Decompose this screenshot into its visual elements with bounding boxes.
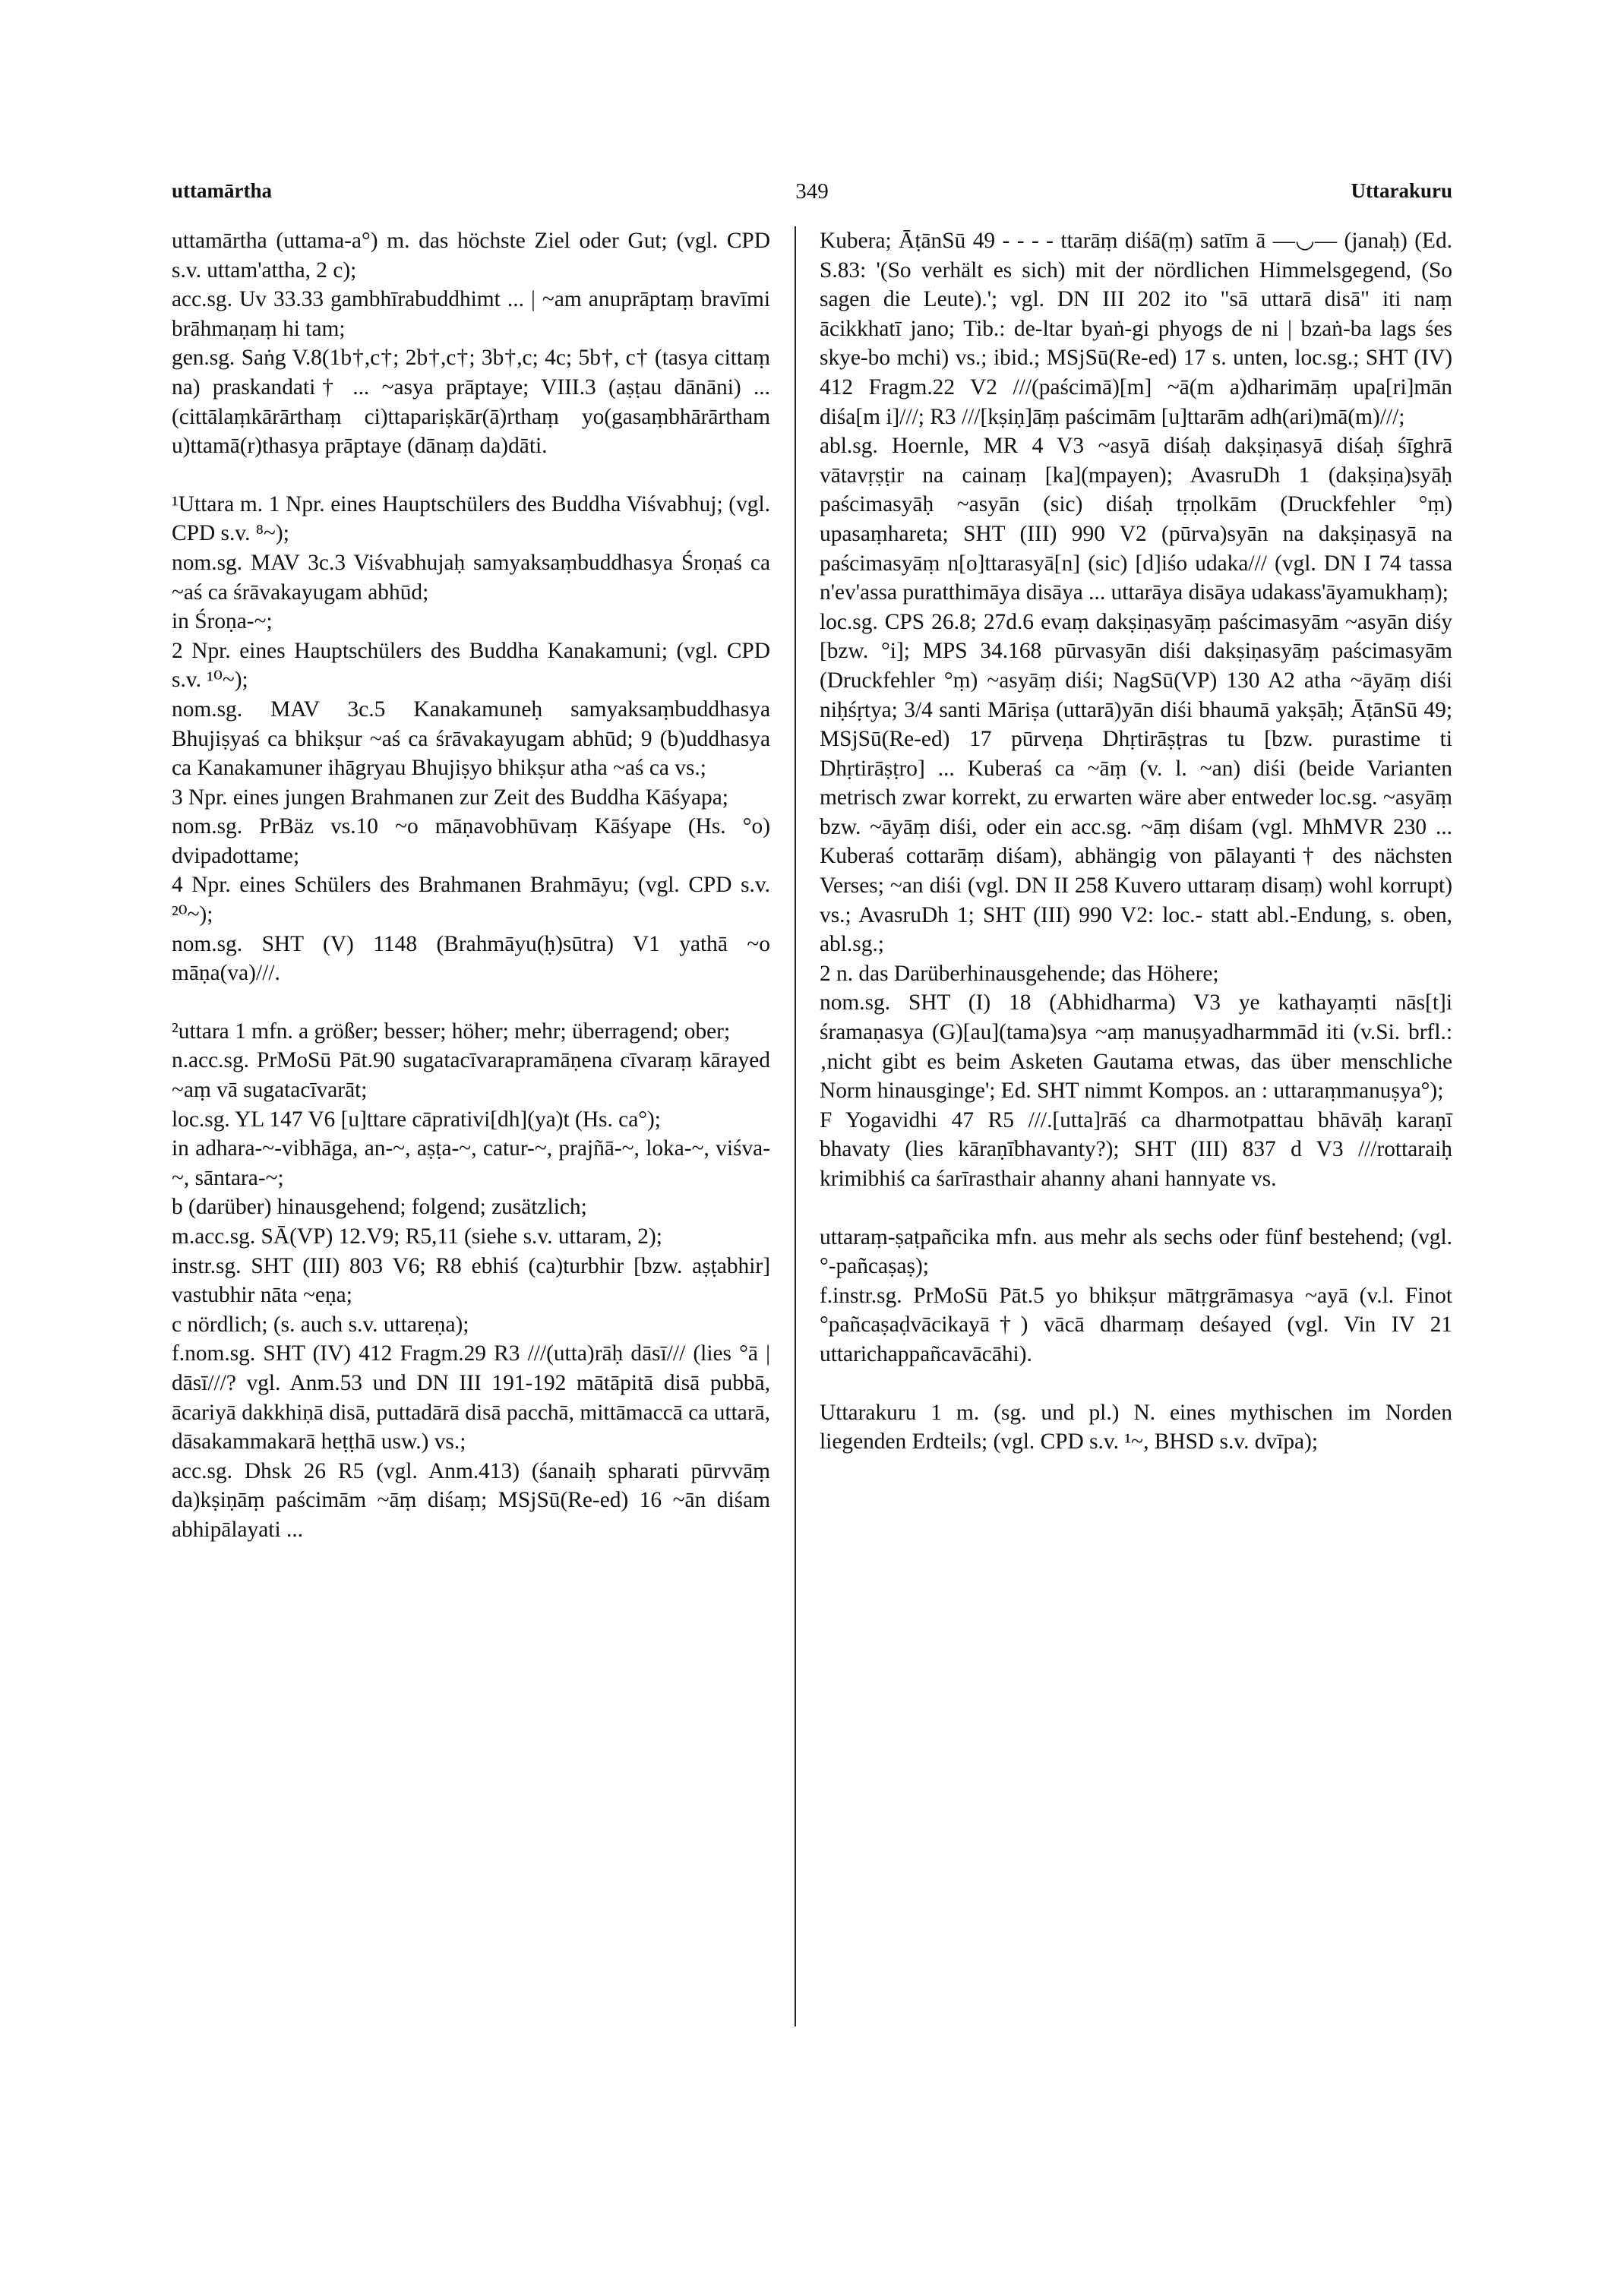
entry-uttaram-satpancika: uttaraṃ-ṣaṭpañcika mfn. aus mehr als sechs oder fünf bestehend; (vgl. °-pañcaṣaṣ); <box>820 1224 1452 1279</box>
entry-uttara-2: ²uttara 1 mfn. a größer; besser; höher; mehr; überragend; ober; <box>172 1019 731 1044</box>
cross-reference: in Śroṇa-~; <box>172 609 273 634</box>
citation-acc-sg: acc.sg. Uv 33.33 gambhīrabuddhimt ... | ~am anuprāptaṃ bravīmi brāhmaṇaṃ hi tam; <box>172 287 770 341</box>
citation-nom-sg: nom.sg. SHT (V) 1148 (Brahmāyu(ḥ)sūtra) V1 yathā ~o māṇa(va)///. <box>172 931 770 986</box>
column-divider <box>795 226 796 2026</box>
citation-n-acc-sg: n.acc.sg. PrMoSū Pāt.90 sugatacīvarapramāṇena cīvaraṃ kārayed ~aṃ vā sugatacīvarāt; <box>172 1048 770 1103</box>
citation-acc-sg: acc.sg. Dhsk 26 R5 (vgl. Anm.413) (śanaiḥ spharati pūrvvāṃ da)kṣiṇāṃ paścimām ~āṃ diśaṃ; MSjSū(Re-ed) 16 ~ān diśam abhipālayati ... <box>172 1458 770 1542</box>
entry-uttarakuru: Uttarakuru 1 m. (sg. und pl.) N. eines mythischen im Norden liegenden Erdteils; (vgl. CPD s.v. ¹~, BHSD s.v. dvīpa); <box>820 1400 1452 1455</box>
citation-gen-sg: gen.sg. Saṅg V.8(1b†,c†; 2b†,c†; 3b†,c; 4c; 5b†, c† (tasya cittaṃ na) praskandati† ... ~asya prāptaye; VIII.3 (aṣṭau dānāni) ... (cittālaṃkārārthaṃ ci)ttapariṣkār(ā)rthaṃ yo(gasaṃbhārārtham u)ttamā(r)thasya prāptaye (dānaṃ da)dāti. <box>172 346 770 459</box>
running-header <box>172 179 1452 210</box>
citation-abl-sg: abl.sg. Hoernle, MR 4 V3 ~asyā diśaḥ dakṣiṇasyā diśaḥ śīghrā vātavṛṣṭir na cainaṃ [ka](mpayen); AvasruDh 1 (dakṣiṇa)syāḥ paścimasyāḥ ~asyān (sic) diśaḥ tṛṇolkām (Druckfehler °ṃ) upasaṃhareta; SHT (III) 990 V2 (pūrva)syān na dakṣiṇasyā na paścimasyāṃ n[o]ttarasyā[n] (sic) [d]iśo udaka/// (vgl. DN I 74 tassa n'ev'assa puratthimāya disāya ... uttarāya disāya udakass'āyamukhaṃ); <box>820 434 1452 605</box>
entry-uttamartha: uttamārtha (uttama-a°) m. das höchste Ziel oder Gut; (vgl. CPD s.v. uttam'attha, 2 c); <box>172 229 770 283</box>
citation-nom-sg: nom.sg. SHT (I) 18 (Abhidharma) V3 ye kathayaṃti nās[t]i śramaṇasya (G)[au](tama)sya ~aṃ manuṣyadharmmād iti (v.Si. brfl.: ‚nicht gibt es beim Asketen Gautama etwas, das über menschliche Norm hinausginge'; Ed. SHT nimmt Kompos. an : uttaraṃmanuṣya°); <box>820 990 1452 1104</box>
continuation-kubera: Kubera; ĀṭānSū 49 - - - - ttarāṃ diśā(ṃ) satīm ā —◡— (janaḥ) (Ed. S.83: '(So verhält es sich) mit der nördlichen Himmelsgegend, (So sagen die Leute).'; vgl. DN III 202 ito "sā uttarā disā" iti naṃ ācikkhatī jano; Tib.: de-ltar byaṅ-gi phyogs de ni | bzaṅ-ba lags śes skye-bo mchi) vs.; ibid.; MSjSū(Re-ed) 17 s. unten, loc.sg.; SHT (IV) 412 Fragm.22 V2 ///(paścimā)[m] ~ā(m a)dharimāṃ upa[ri]mān diśa[m i]///; R3 ///[kṣiṇ]āṃ paścimām [u]ttarām adh(ari)mā(m)///; <box>820 229 1452 429</box>
entry-uttara-1: ¹Uttara m. 1 Npr. eines Hauptschülers des Buddha Viśvabhuj; (vgl. CPD s.v. ⁸~); <box>172 491 770 546</box>
sense-2: 2 Npr. eines Hauptschülers des Buddha Kanakamuni; (vgl. CPD s.v. ¹⁰~); <box>172 638 770 693</box>
sense-c: c nördlich; (s. auch s.v. uttareṇa); <box>172 1312 469 1337</box>
citation-f-nom-sg: f.nom.sg. SHT (IV) 412 Fragm.29 R3 ///(utta)rāḥ dāsī/// (lies °ā | dāsī///? vgl. Anm.53 und DN III 191-192 mātāpitā disā pubbā, ācariyā dakkhiṇā disā, puttadārā disā pacchā, mittāmaccā ca uttarā, dāsakammakarā heṭṭhā usw.) vs.; <box>172 1341 770 1455</box>
sense-b: b (darüber) hinausgehend; folgend; zusätzlich; <box>172 1195 587 1220</box>
citation-loc-sg: loc.sg. CPS 26.8; 27d.6 evaṃ dakṣiṇasyāṃ paścimasyām ~asyān diśy [bzw. °i]; MPS 34.168 pūrvasyān diśi dakṣiṇasyāṃ paścimasyām (Druckfehler °ṃ) ~asyāṃ diśi; NagSū(VP) 130 A2 atha ~āyāṃ diśi niḥśṛtya; 3/4 santi Māriṣa (uttarā)yān diśi bhaumā yakṣāḥ; ĀṭānSū 49; MSjSū(Re-ed) 17 pūrveṇa Dhṛtirāṣṭras tu [bzw. purastime ti Dhṛtirāṣṭro] ... Kuberaś ca ~āṃ (v. l. ~an) diśi (beide Varianten metrisch zwar korrekt, zu erwarten wäre aber entweder loc.sg. ~asyāṃ bzw. ~āyāṃ diśi, oder ein acc.sg. ~āṃ diśam (vgl. MhMVR 230 ... Kuberaś cottarāṃ diśam), abhängig von pālayanti† des nächsten Verses; ~an diśi (vgl. DN II 258 Kuvero uttaraṃ disaṃ) wohl korrupt) vs.; AvasruDh 1; SHT (III) 990 V2: loc.- statt abl.-Endung, s. oben, abl.sg.; <box>820 609 1452 957</box>
citation-instr-sg: instr.sg. SHT (III) 803 V6; R8 ebhiś (ca)turbhir [bzw. aṣṭabhir] vastubhir nāta ~eṇa; <box>172 1253 770 1308</box>
citation-nom-sg: nom.sg. PrBäz vs.10 ~o māṇavobhūvaṃ Kāśyape (Hs. °o) dvipadottame; <box>172 814 770 868</box>
page-number: 349 <box>795 179 829 204</box>
citation-nom-sg: nom.sg. MAV 3c.5 Kanakamuneḥ samyaksaṃbuddhasya Bhujiṣyaś ca bhikṣur ~aś ca śrāvakayugam abhūd; 9 (b)uddhasya ca Kanakamuner ihāgryau Bhujiṣyo bhikṣur atha ~aś ca vs.; <box>172 696 770 781</box>
citation-fragment: F Yogavidhi 47 R5 ///.[utta]rāś ca dharmotpattau bhāvāḥ karaṇī bhavaty (lies kāraṇībhavanty?); SHT (III) 837 d V3 ///rottaraiḥ krimibhiś ca śarīrasthair ahanny ahani hannyate vs. <box>820 1107 1452 1191</box>
citation-m-acc-sg: m.acc.sg. SĀ(VP) 12.V9; R5,11 (siehe s.v. uttaram, 2); <box>172 1224 662 1249</box>
compounds-list: in adhara-~-vibhāga, an-~, aṣṭa-~, catur-~, prajñā-~, loka-~, viśva-~, sāntara-~; <box>172 1136 770 1190</box>
header-right-headword: Uttarakuru <box>1351 179 1452 202</box>
right-column <box>820 226 1452 1457</box>
sense-2-n: 2 n. das Darüberhinausgehende; das Höhere; <box>820 961 1219 986</box>
citation-f-instr-sg: f.instr.sg. PrMoSū Pāt.5 yo bhikṣur mātṛgrāmasya ~ayā (v.l. Finot °pañcaṣaḍvācikayā†) vācā dharmaṃ deśayed (vgl. Vin IV 21 uttarichappañcavācāhi). <box>820 1283 1452 1366</box>
sense-3: 3 Npr. eines jungen Brahmanen zur Zeit des Buddha Kāśyapa; <box>172 785 728 810</box>
sense-4: 4 Npr. eines Schülers des Brahmanen Brahmāyu; (vgl. CPD s.v. ²⁰~); <box>172 873 770 927</box>
left-column <box>172 226 770 1545</box>
header-left-headword: uttamārtha <box>172 179 272 202</box>
citation-loc-sg: loc.sg. YL 147 V6 [u]ttare cāprativi[dh](ya)t (Hs. ca°); <box>172 1107 661 1132</box>
citation-nom-sg: nom.sg. MAV 3c.3 Viśvabhujaḥ samyaksaṃbuddhasya Śroṇaś ca ~aś ca śrāvakayugam abhūd; <box>172 550 770 605</box>
